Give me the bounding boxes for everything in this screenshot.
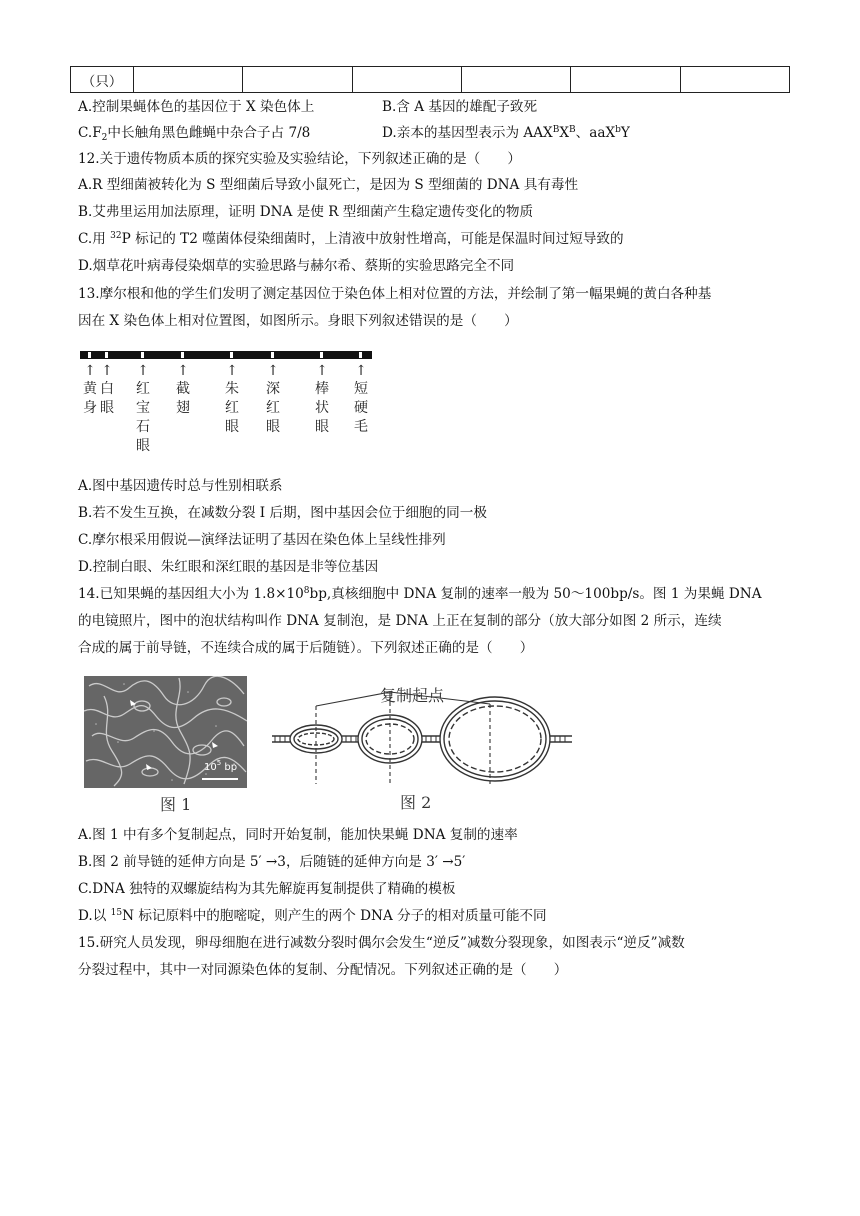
q11-option-c: $C.F_2$中长触角黑色雌蝇中杂合子占 7/8: [78, 125, 311, 143]
q12-option-c: C.用 $^{32}$P 标记的 T2 噬菌体侵染细菌时，上清液中放射性增高，可能是保温时间过短导致的: [78, 231, 624, 247]
q11-option-b: B.含 A 基因的雄配子致死: [382, 99, 538, 115]
table-cell: [680, 67, 789, 93]
table-cell: [571, 67, 680, 93]
gene-label: ↑ 棒 状 眼: [315, 363, 329, 435]
figure-1-label: 图 1: [160, 795, 192, 814]
q13-option-d: D.控制白眼、朱红眼和深红眼的基因是非等位基因: [78, 559, 379, 575]
q14-option-b: B.图 2 前导链的延伸方向是 5′ →3，后随链的延伸方向是 3′ →5′: [78, 854, 466, 870]
q14-stem-line1: 14.已知果蝇的基因组大小为 $1.8\times 10^8bp$,真核细胞中 DNA 复制的速率一般为 50～100bp/s。图 1 为果蝇 DNA: [78, 586, 762, 602]
q11-option-a: A.控制果蝇体色的基因位于 X 染色体上: [78, 99, 315, 115]
q12-stem: 12.关于遗传物质本质的探究实验及实验结论，下列叙述正确的是（ ）: [78, 151, 522, 167]
chromosome-bar: [80, 351, 372, 359]
q15-stem-line2: 分裂过程中，其中一对同源染色体的复制、分配情况。下列叙述正确的是（ ）: [78, 962, 568, 978]
fig1-scale-label: $10^5$ bp: [204, 759, 238, 773]
q12-option-a: A.R 型细菌被转化为 S 型细菌后导致小鼠死亡，是因为 S 型细菌的 DNA 具有毒性: [78, 177, 579, 193]
gene-label: ↑ 深 红 眼: [266, 363, 280, 435]
gene-label: ↑ 白 眼: [100, 363, 114, 416]
figure-2-title: 复制起点: [380, 686, 445, 705]
q13-option-c: C.摩尔根采用假说—演绎法证明了基因在染色体上呈线性排列: [78, 532, 446, 548]
q11-option-d: D.亲本的基因型表示为 $AAX^BX^B$、aaX$^b$Y: [382, 125, 630, 141]
table-cell: [243, 67, 352, 93]
figure-1-em-photo: [84, 676, 247, 788]
q14-option-c: C.DNA 独特的双螺旋结构为其先解旋再复制提供了精确的模板: [78, 881, 456, 897]
q14-stem-line3: 合成的属于前导链，不连续合成的属于后随链）。下列叙述正确的是（ ）: [78, 640, 534, 656]
q15-stem-line1: 15.研究人员发现，卵母细胞在进行减数分裂时偶尔会发生“逆反”减数分裂现象，如图表示“逆反”减数: [78, 935, 685, 951]
q14-option-d: D.以 $^{15}$N 标记原料中的胞嘧啶，则产生的两个 DNA 分子的相对质量可能不同: [78, 908, 547, 924]
data-table: [70, 66, 790, 93]
q12-option-d: D.烟草花叶病毒侵染烟草的实验思路与赫尔希、蔡斯的实验思路完全不同: [78, 258, 515, 274]
table-cell: [461, 67, 570, 93]
gene-label: ↑ 红 宝 石 眼: [136, 363, 150, 454]
q13-stem-line1: 13.摩尔根和他的学生们发明了测定基因位于染色体上相对位置的方法，并绘制了第一幅果蝇的黄白各种基: [78, 286, 712, 302]
q14-stem-line2: 的电镜照片，图中的泡状结构叫作 DNA 复制泡，是 DNA 上正在复制的部分（放大部分如图 2 所示，连续: [78, 613, 722, 629]
figure-2-replication-diagram: [272, 676, 572, 786]
q13-option-a: A.图中基因遗传时总与性别相联系: [78, 478, 283, 494]
gene-label: ↑ 朱 红 眼: [225, 363, 239, 435]
q13-option-b: B.若不发生互换，在减数分裂 I 后期，图中基因会位于细胞的同一极: [78, 505, 487, 521]
q14-option-a: A.图 1 中有多个复制起点，同时开始复制，能加快果蝇 DNA 复制的速率: [78, 827, 518, 843]
q12-option-b: B.艾弗里运用加法原理，证明 DNA 是使 R 型细菌产生稳定遗传变化的物质: [78, 204, 534, 220]
table-row: [71, 67, 790, 93]
gene-label: ↑ 截 翅: [176, 363, 190, 416]
table-cell: [352, 67, 461, 93]
figure-2-label: 图 2: [400, 793, 432, 812]
table-cell: （只）: [71, 67, 134, 93]
table-cell: [134, 67, 243, 93]
q13-stem-line2: 因在 X 染色体上相对位置图，如图所示。身眼下列叙述错误的是（ ）: [78, 313, 518, 329]
gene-label: ↑ 短 硬 毛: [354, 363, 368, 435]
gene-label: ↑ 黄 身: [83, 363, 97, 416]
